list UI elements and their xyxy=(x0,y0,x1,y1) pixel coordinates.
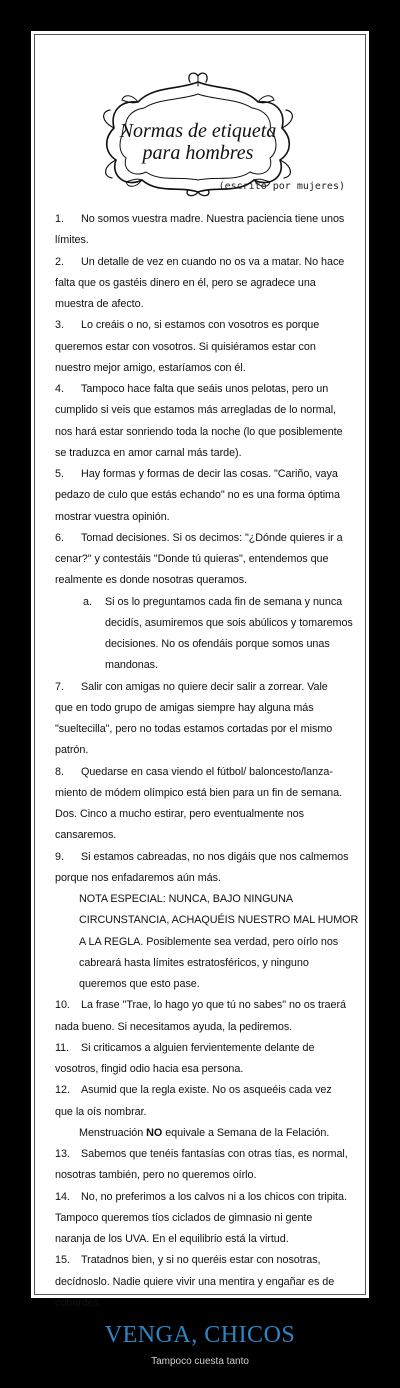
item-continuation xyxy=(55,825,355,846)
line-text: vosotros, fingid odio hacia esa persona. xyxy=(55,1063,244,1075)
item-text: Si estamos cabreadas, no nos digáis que nos calmemos xyxy=(81,850,349,863)
line-text: nos hará estar sonriendo toda la noche (lo que posiblemente xyxy=(55,425,343,438)
list-item xyxy=(55,209,355,230)
item-continuation xyxy=(55,1017,355,1038)
line-text: queremos que esto pase. xyxy=(79,978,200,990)
item-number: 15. xyxy=(55,1254,70,1267)
line-text: cansaremos. xyxy=(55,829,117,842)
line-text: porque nos enfadaremos aún más. xyxy=(55,871,221,884)
item-continuation xyxy=(55,443,355,464)
item-number: 12. xyxy=(55,1084,70,1097)
item-text: Tomad decisiones. Si os decimos: "¿Dónde quieres ir a xyxy=(81,531,343,544)
item-number: 3. xyxy=(55,319,64,332)
item-text: Lo creáis o no, si estamos con vosotros es porque xyxy=(81,319,320,332)
line-text: patrón. xyxy=(55,744,89,757)
list-item xyxy=(55,677,355,698)
item-continuation xyxy=(55,570,355,591)
sub-item-continuation xyxy=(55,613,355,634)
line-text: límites. xyxy=(55,234,89,247)
caption: Tampoco cuesta tanto xyxy=(151,1356,249,1367)
special-note-line xyxy=(55,953,355,974)
line-text: "sueltecilla", pero no todas estamos cortadas por el mismo xyxy=(55,723,333,735)
item-number: 6. xyxy=(55,531,64,544)
line-text: cumplido si veis que estamos más arregladas de lo normal, xyxy=(55,404,337,417)
item-continuation xyxy=(55,740,355,761)
item-continuation xyxy=(55,549,355,570)
item-continuation xyxy=(55,783,355,804)
item-continuation xyxy=(55,1102,355,1123)
line-text: que en todo grupo de amigas siempre hay alguna más xyxy=(55,701,314,714)
sub-item-continuation xyxy=(55,634,355,655)
line-text: decídnoslo. Nadie quiere vivir una mentira y engañar es de xyxy=(55,1275,335,1288)
line-text: queremos estar con vosotros. Si quisiéramos estar con xyxy=(55,340,316,353)
item-number: 11. xyxy=(55,1041,70,1054)
line-text: nada bueno. Si necesitamos ayuda, la pediremos. xyxy=(55,1020,293,1033)
note-line xyxy=(55,1123,355,1144)
special-note-line xyxy=(55,889,355,910)
line-text: decisiones. No os ofendáis porque somos unas xyxy=(105,638,330,650)
list-item xyxy=(55,1250,355,1271)
item-text: Quedarse en casa viendo el fútbol/ baloncesto/lanza- xyxy=(81,765,333,778)
list-item xyxy=(55,315,355,336)
item-continuation xyxy=(55,1165,355,1186)
item-continuation xyxy=(55,485,355,506)
item-number: 4. xyxy=(55,383,64,395)
item-number: 7. xyxy=(55,680,64,693)
line-text: naranja de los UVA. En el equilibrio está la virtud. xyxy=(55,1233,289,1245)
special-note-line xyxy=(55,932,355,953)
item-continuation xyxy=(55,230,355,251)
item-continuation xyxy=(55,273,355,294)
item-text: Sabemos que tenéis fantasías con otras tías, es normal, xyxy=(81,1148,348,1160)
list-item xyxy=(55,847,355,868)
item-text: Tampoco hace falta que seáis unos pelotas, pero un xyxy=(81,383,329,395)
line-text: se traduzca en amor carnal más tarde). xyxy=(55,446,242,459)
item-number: 8. xyxy=(55,765,64,778)
item-text: Si criticamos a alguien fervientemente delante de xyxy=(81,1041,315,1054)
title-line-2: para hombres xyxy=(142,142,254,164)
sub-item-text: Si os lo preguntamos cada fin de semana y nunca xyxy=(105,595,343,608)
item-number: 5. xyxy=(55,468,64,480)
item-continuation xyxy=(55,868,355,889)
line-text: falta que os gastéis dinero en él, pero se agradece una xyxy=(55,276,316,289)
item-continuation xyxy=(55,1229,355,1250)
line-text: NOTA ESPECIAL: NUNCA, BAJO NINGUNA xyxy=(79,893,294,905)
list-item xyxy=(55,1038,355,1059)
item-number: 1. xyxy=(55,213,64,225)
line-text: CIRCUNSTANCIA, ACHAQUÉIS NUESTRO MAL HUMOR xyxy=(79,914,359,927)
line-text: mostrar vuestra opinión. xyxy=(55,510,170,523)
item-number: 9. xyxy=(55,850,64,863)
item-continuation xyxy=(55,400,355,421)
item-continuation xyxy=(55,507,355,528)
item-continuation xyxy=(55,1059,355,1080)
sub-item xyxy=(55,592,355,613)
list-item xyxy=(55,252,355,273)
item-continuation xyxy=(55,804,355,825)
item-text: No somos vuestra madre. Nuestra paciencia tiene unos xyxy=(81,213,345,225)
special-note-line xyxy=(55,974,355,995)
poster xyxy=(31,31,369,1309)
ornamental-frame xyxy=(98,72,298,198)
item-continuation xyxy=(55,1272,355,1293)
item-text: Tratadnos bien, y si no queréis estar con nosotras, xyxy=(81,1254,321,1267)
title-line-1: Normas de etiqueta xyxy=(119,120,277,142)
item-number: 14. xyxy=(55,1190,70,1203)
item-text: Un detalle de vez en cuando no os va a matar. No hace xyxy=(81,255,345,268)
line-text: Tampoco queremos tíos ciclados de gimnasio ni gente xyxy=(55,1211,313,1224)
line-text: pedazo de culo que estás echando" no es una forma óptima xyxy=(55,489,340,502)
item-continuation xyxy=(55,1208,355,1229)
line-text: que la oís nombrar. xyxy=(55,1105,147,1118)
line-text: cabreará hasta límites estratosféricos, y ninguno xyxy=(79,956,309,969)
line-text: mandonas. xyxy=(105,659,158,672)
item-text: No, no preferimos a los calvos ni a los chicos con tripita. xyxy=(81,1190,347,1203)
item-text: La frase "Trae, lo hago yo que tú no sabes" no os traerá xyxy=(81,999,346,1012)
list-item xyxy=(55,1080,355,1101)
item-continuation xyxy=(55,698,355,719)
list-item xyxy=(55,995,355,1016)
line-text: Dos. Cinco a mucho estirar, pero eventualmente nos xyxy=(55,808,304,820)
rules-list xyxy=(55,209,359,1314)
line-text: A LA REGLA. Posiblemente sea verdad, pero oírlo nos xyxy=(79,935,339,948)
item-continuation xyxy=(55,1293,355,1314)
note-bold: NO xyxy=(146,1126,163,1139)
line-text: realmente es donde nosotras queramos. xyxy=(55,574,248,587)
item-continuation xyxy=(55,337,355,358)
line-text: cobardes. xyxy=(55,1296,102,1309)
item-text: Asumid que la regla existe. No os asqueéis cada vez xyxy=(81,1084,332,1097)
poster-subtitle: (escrito por mujeres) xyxy=(218,181,345,192)
list-item xyxy=(55,464,355,485)
item-continuation xyxy=(55,358,355,379)
item-number: 2. xyxy=(55,255,64,268)
item-continuation xyxy=(55,422,355,443)
item-number: 13. xyxy=(55,1148,70,1160)
list-item xyxy=(55,762,355,783)
list-item xyxy=(55,379,355,400)
sub-item-continuation xyxy=(55,655,355,676)
line-text: muestra de afecto. xyxy=(55,298,144,310)
line-text: miento de módem olímpico está bien para un fin de semana. xyxy=(55,786,343,799)
item-continuation xyxy=(55,294,355,315)
item-text: Salir con amigas no quiere decir salir a zorrear. Vale xyxy=(81,680,328,693)
line-text: nuestro mejor amigo, estaríamos con él. xyxy=(55,361,246,374)
note-text: Menstruación NO equivale a Semana de la Felación. xyxy=(79,1126,330,1139)
sub-item-letter: a. xyxy=(83,595,92,608)
line-text: nosotras también, pero no queremos oírlo. xyxy=(55,1169,257,1182)
list-item xyxy=(55,528,355,549)
item-number: 10. xyxy=(55,999,70,1012)
special-note-line xyxy=(55,910,359,931)
line-text: cenar?" y contestáis "Donde tú quieras", entendemos que xyxy=(55,553,329,565)
poster-title xyxy=(98,120,298,164)
item-continuation xyxy=(55,719,355,740)
item-text: Hay formas y formas de decir las cosas. "Cariño, vaya xyxy=(81,468,338,480)
slogan: VENGA, CHICOS xyxy=(104,1322,296,1348)
list-item xyxy=(55,1144,355,1165)
list-item xyxy=(55,1187,355,1208)
line-text: decidís, asumiremos que sois abúlicos y tomaremos xyxy=(105,616,353,629)
